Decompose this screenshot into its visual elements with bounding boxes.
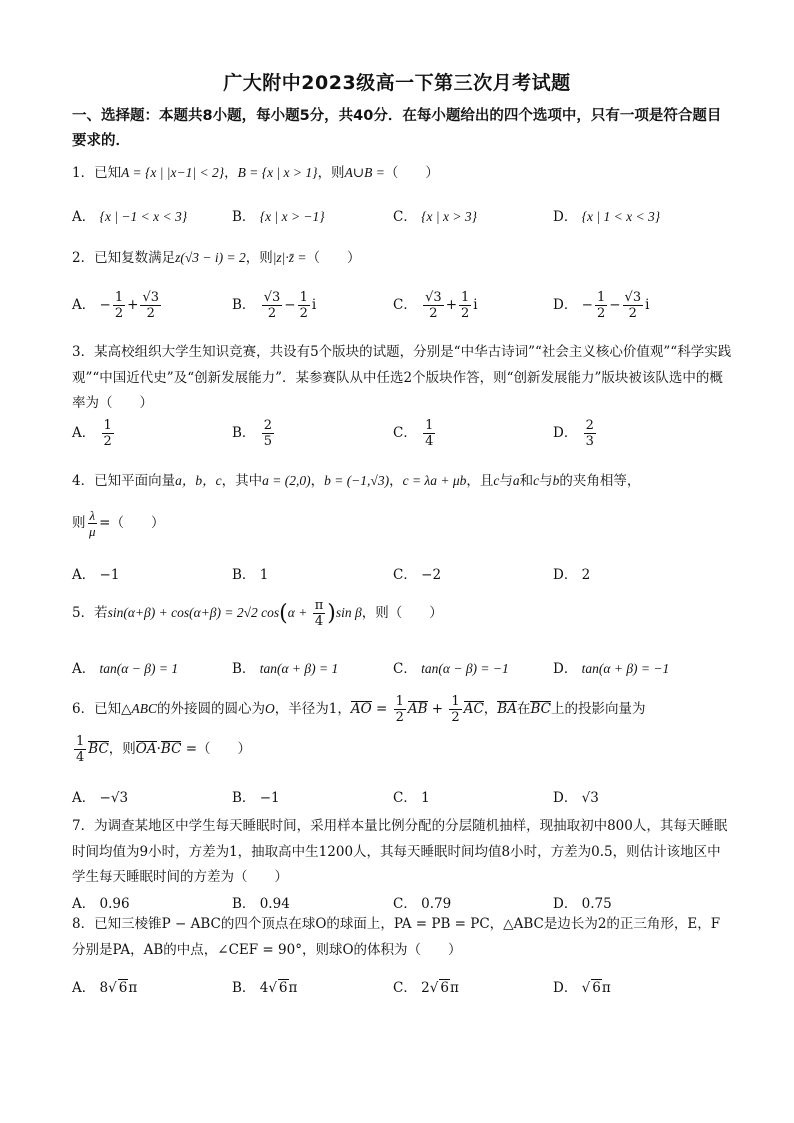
question-8: 8．已知三棱锥P − ABC的四个顶点在球O的球面上，PA = PB = PC，△ABC是边长为2的正三角形，E，F分别是PA，AB的中点，∠CEF = 90°，则球O的体积为（ ） (72, 916, 721, 958)
q8-option-c: C． 2√ 6π (393, 980, 459, 996)
q5-option-d: D． tan(α + β) = −1 (553, 661, 670, 677)
q8-option-b: B． 4√ 6π (232, 980, 298, 996)
exam-title: 广大附中2023级高一下第三次月考试题 (223, 72, 571, 94)
q5-option-b: B． tan(α + β) = 1 (232, 661, 339, 677)
q4-option-d: D． 2 (553, 567, 591, 583)
q5-option-a: A． tan(α − β) = 1 (72, 661, 179, 677)
q4-option-c: C． −2 (393, 567, 442, 583)
question-4: 4．已知平面向量a，b，c，其中a = (2,0)，b = (−1,√3)，c = λa + μb，且c与a和c与b的夹角相等， (72, 473, 641, 489)
q7-option-a: A． 0.96 (72, 896, 130, 912)
q2-option-c: C． $\frac{√3}{2}$ + $\frac{1}{2}$ i (393, 290, 478, 321)
q7-option-c: C． 0.79 (393, 896, 452, 912)
q6-option-d: D． √3 (553, 790, 599, 806)
q1-option-d: D． {x | 1 < x < 3} (553, 209, 661, 225)
q7-option-d: D． 0.75 (553, 896, 612, 912)
q4-option-b: B． 1 (232, 567, 269, 583)
question-6-line-2: $\frac{1}{4}$ BC，则OA·BC =（ ） (76, 734, 252, 765)
question-5: 5．若sin(α+β) + cos(α+β) = 2√2 cos(α + $\frac{\pi}{4}$ )sin β，则（ ） (72, 598, 443, 629)
q3-option-d: D． $\frac{2}{3}$ (553, 418, 594, 449)
q6-option-a: A． −√3 (72, 790, 129, 806)
q8-option-d: D． √ 6π (553, 980, 611, 996)
q4-option-a: A． −1 (72, 567, 120, 583)
q2-option-d: D． − $\frac{1}{2}$ − $\frac{√3}{2}$ i (553, 290, 650, 321)
q1-option-b: B． {x | x > −1} (232, 209, 325, 225)
question-6: 6．已知△ABC的外接圆的圆心为O，半径为1，AO = $\frac{1}{2}$ AB + $\frac{1}{2}$ AC，BA在BC上的投影向量为 (72, 694, 646, 725)
q1-option-a: A． {x | −1 < x < 3} (72, 209, 188, 225)
q6-option-c: C． 1 (393, 790, 430, 806)
q5-option-c: C． tan(α − β) = −1 (393, 661, 509, 677)
question-7: 7．为调查某地区中学生每天睡眠时间，采用样本量比例分配的分层随机抽样，现抽取初中800人，其每天睡眠时间均值为9小时，方差为1，抽取高中生1200人，其每天睡眠时间均值8小时，方差为0.5，则估计该地区中学生每天睡眠时间的方差为（ ） (72, 818, 728, 885)
q1-option-c: C． {x | x > 3} (393, 209, 477, 225)
q3-option-b: B． $\frac{2}{5}$ (232, 418, 272, 449)
question-4-line-2: 则 $\frac{\lambda}{\mu}$ =（ ） (72, 508, 165, 539)
q6-option-b: B． −1 (232, 790, 280, 806)
question-2: 2．已知复数满足z(√3 − i) = 2，则|z|·z̄ =（ ） (72, 250, 361, 266)
q8-option-a: A． 8√ 6π (72, 980, 138, 996)
q3-option-a: A． $\frac{1}{2}$ (72, 418, 112, 449)
question-3: 3．某高校组织大学生知识竞赛，共设有5个版块的试题，分别是“中华古诗词”“社会主义核心价值观”“科学实践观”“中国近代史”及“创新发展能力”．某参赛队从中任选2个版块作答，则“创新发展能力”版块被该队选中的概率为（ ） (72, 344, 732, 411)
q2-option-a: A． − $\frac{1}{2}$ + $\frac{√3}{2}$ (72, 290, 160, 321)
q2-option-b: B． $\frac{√3}{2}$ − $\frac{1}{2}$ i (232, 290, 317, 321)
q3-option-c: C． $\frac{1}{4}$ (393, 418, 434, 449)
q7-option-b: B． 0.94 (232, 896, 290, 912)
section-heading: 一、选择题：本题共8小题，每小题5分，共40分．在每小题给出的四个选项中，只有一项是符合题目要求的． (72, 108, 722, 149)
question-1: 1．已知A = {x | |x−1| < 2}，B = {x | x > 1}，则A∪B =（ ） (72, 165, 439, 181)
